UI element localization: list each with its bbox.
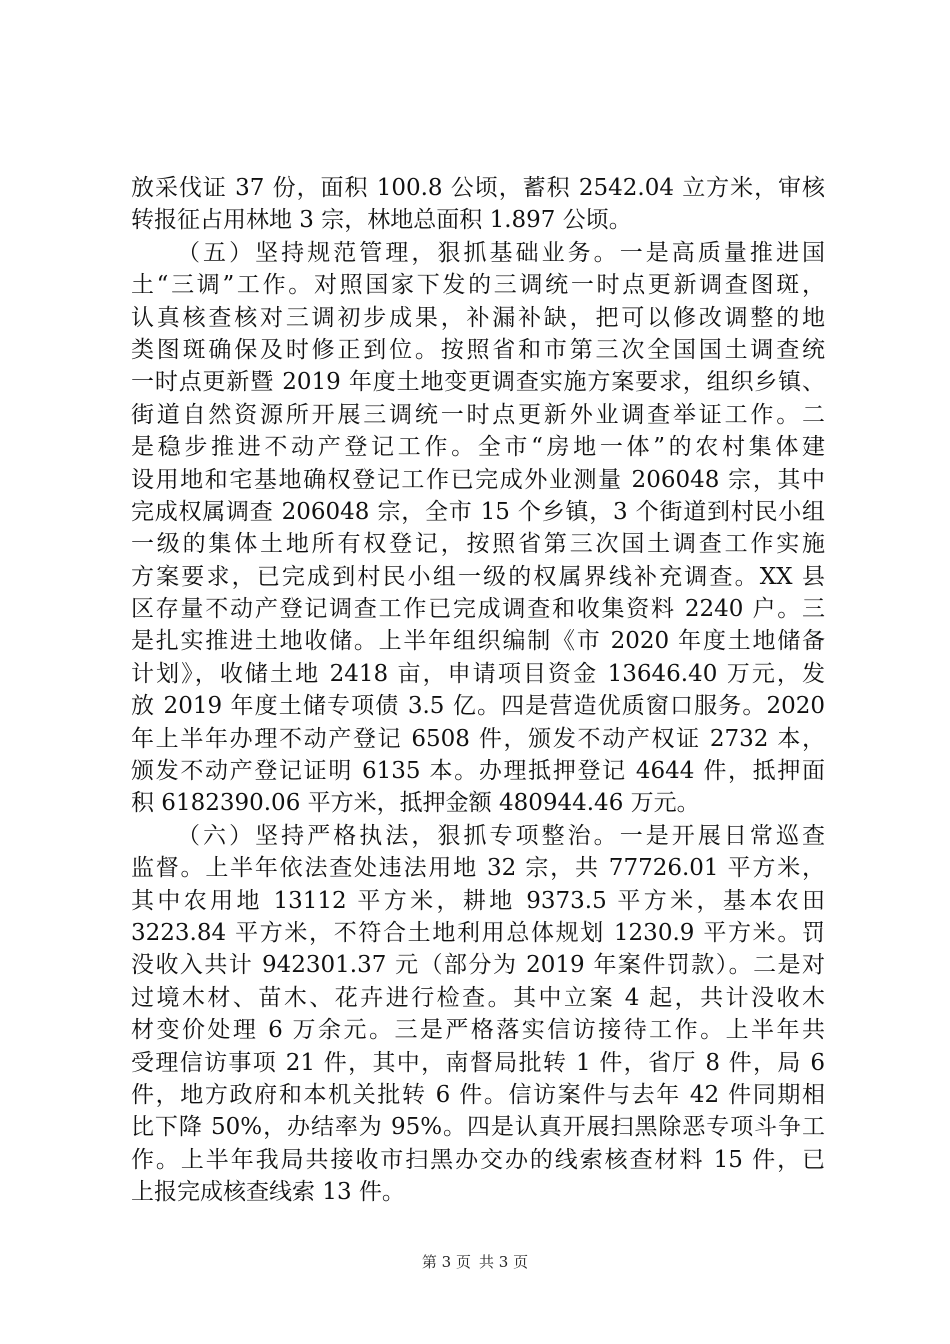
body-text — [131, 172, 825, 1209]
text-line: 方案要求，已完成到村民小组一级的权属界线补充调查。XX 县 — [131, 563, 825, 590]
paragraph-heading-line: （六）坚持严格执法，狠抓专项整治。一是开展日常巡查 — [177, 822, 825, 849]
text-line: 没收入共计 942301.37 元（部分为 2019 年案件罚款）。二是对 — [131, 952, 825, 979]
paragraph-heading-line: （五）坚持规范管理，狠抓基础业务。一是高质量推进国 — [177, 239, 825, 266]
text-line: 土“三调”工作。对照国家下发的三调统一时点更新调查图斑， — [131, 272, 825, 299]
text-line: 颁发不动产登记证明 6135 本。办理抵押登记 4644 件，抵押面 — [131, 758, 825, 785]
text-line: 放 2019 年度土储专项债 3.5 亿。四是营造优质窗口服务。2020 — [131, 693, 825, 720]
text-line: 上报完成核查线索 13 件。 — [131, 1179, 405, 1206]
text-line: 类图斑确保及时修正到位。按照省和市第三次全国国土调查统 — [131, 336, 825, 363]
text-line: 完成权属调查 206048 宗，全市 15 个乡镇，3 个街道到村民小组 — [131, 498, 825, 525]
text-line: 是稳步推进不动产登记工作。全市“房地一体”的农村集体建 — [131, 434, 825, 461]
text-line: 年上半年办理不动产登记 6508 件，颁发不动产权证 2732 本， — [131, 725, 825, 752]
text-line: 放采伐证 37 份，面积 100.8 公顷，蓄积 2542.04 立方米，审核 — [131, 175, 825, 201]
text-line: 一级的集体土地所有权登记，按照省第三次国土调查工作实施 — [131, 531, 825, 558]
text-line: 积 6182390.06 平方米，抵押金额 480944.46 万元。 — [131, 790, 700, 817]
text-line: 件，地方政府和本机关批转 6 件。信访案件与去年 42 件同期相 — [131, 1081, 825, 1108]
text-line: 一时点更新暨 2019 年度土地变更调查实施方案要求，组织乡镇、 — [131, 369, 825, 396]
text-line: 比下降 50%，办结率为 95%。四是认真开展扫黑除恶专项斗争工 — [131, 1114, 825, 1141]
text-line: 受理信访事项 21 件，其中，南督局批转 1 件，省厅 8 件，局 6 — [131, 1049, 825, 1076]
page-footer — [0, 1252, 950, 1272]
text-line: 区存量不动产登记调查工作已完成调查和收集资料 2240 户。三 — [131, 596, 825, 623]
text-line: 过境木材、苗木、花卉进行检查。其中立案 4 起，共计没收木 — [131, 984, 825, 1011]
text-line: 街道自然资源所开展三调统一时点更新外业调查举证工作。二 — [131, 401, 825, 428]
text-line: 是扎实推进土地收储。上半年组织编制《市 2020 年度土地储备 — [131, 628, 825, 655]
text-line: 设用地和宅基地确权登记工作已完成外业测量 206048 宗，其中 — [131, 466, 825, 493]
text-line: 监督。上半年依法查处违法用地 32 宗，共 77726.01 平方米， — [131, 855, 825, 882]
text-line: 其中农用地 13112 平方米，耕地 9373.5 平方米，基本农田 — [131, 887, 825, 914]
text-line: 计划》，收储土地 2418 亩，申请项目资金 13646.40 万元，发 — [131, 660, 825, 687]
text-line: 转报征占用林地 3 宗，林地总面积 1.897 公顷。 — [131, 207, 632, 234]
text-line: 认真核查核对三调初步成果，补漏补缺，把可以修改调整的地 — [131, 304, 825, 331]
page-number: 第 3 页 — [421, 1253, 471, 1271]
page-total: 共 3 页 — [479, 1253, 529, 1271]
text-line: 3223.84 平方米，不符合土地利用总体规划 1230.9 平方米。罚 — [131, 919, 825, 946]
text-line: 作。上半年我局共接收市扫黑办交办的线索核查材料 15 件，已 — [131, 1146, 825, 1173]
text-line: 材变价处理 6 万余元。三是严格落实信访接待工作。上半年共 — [131, 1017, 825, 1044]
